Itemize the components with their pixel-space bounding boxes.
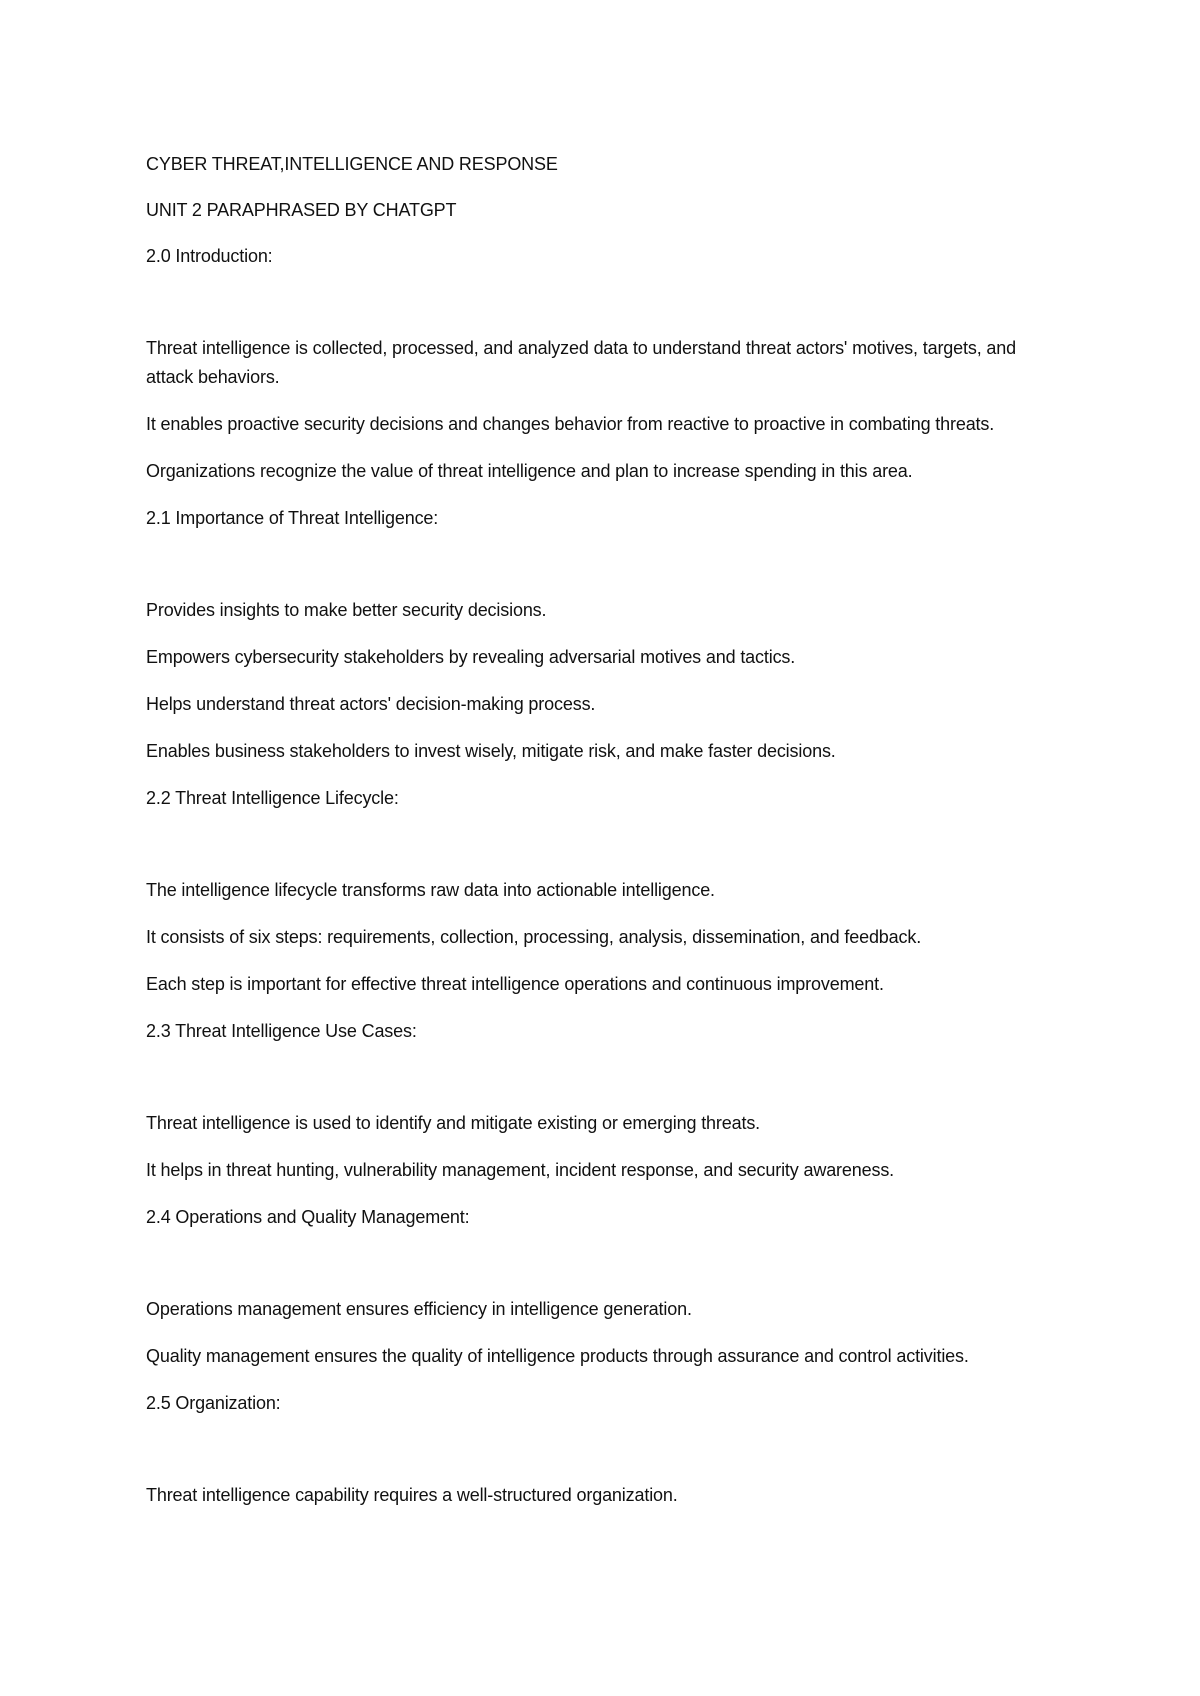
paragraph: Enables business stakeholders to invest wisely, mitigate risk, and make faster decisions. — [146, 741, 836, 761]
paragraph: It consists of six steps: requirements, collection, processing, analysis, dissemination, and feedback. — [146, 927, 922, 947]
paragraph: Operations management ensures efficiency in intelligence generation. — [146, 1299, 692, 1319]
document-subtitle: UNIT 2 PARAPHRASED BY CHATGPT — [146, 200, 457, 220]
section-heading: 2.1 Importance of Threat Intelligence: — [146, 508, 439, 528]
paragraph: It enables proactive security decisions and changes behavior from reactive to proactive in combating threats. — [146, 414, 995, 434]
paragraph: It helps in threat hunting, vulnerability management, incident response, and security awareness. — [146, 1160, 895, 1180]
section-heading: 2.4 Operations and Quality Management: — [146, 1207, 470, 1227]
paragraph: Helps understand threat actors' decision-making process. — [146, 694, 596, 714]
section-heading: 2.2 Threat Intelligence Lifecycle: — [146, 788, 399, 808]
section-introduction — [146, 242, 1066, 486]
paragraph: Quality management ensures the quality of intelligence products through assurance and control activities. — [146, 1346, 969, 1366]
paragraph: Each step is important for effective threat intelligence operations and continuous improvement. — [146, 974, 884, 994]
section-lifecycle — [146, 784, 1066, 999]
paragraph: Threat intelligence is used to identify and mitigate existing or emerging threats. — [146, 1113, 761, 1133]
section-operations-quality — [146, 1203, 1066, 1371]
section-heading: 2.0 Introduction: — [146, 246, 273, 266]
section-organization — [146, 1389, 1066, 1510]
section-use-cases — [146, 1017, 1066, 1185]
document-content — [146, 150, 1066, 1528]
document-title: CYBER THREAT,INTELLIGENCE AND RESPONSE — [146, 154, 558, 174]
paragraph: Threat intelligence capability requires a well-structured organization. — [146, 1485, 678, 1505]
paragraph: Empowers cybersecurity stakeholders by revealing adversarial motives and tactics. — [146, 647, 796, 667]
paragraph: Organizations recognize the value of threat intelligence and plan to increase spending in this area. — [146, 461, 913, 481]
section-heading: 2.5 Organization: — [146, 1393, 281, 1413]
paragraph: The intelligence lifecycle transforms raw data into actionable intelligence. — [146, 880, 715, 900]
section-heading: 2.3 Threat Intelligence Use Cases: — [146, 1021, 417, 1041]
section-importance — [146, 504, 1066, 766]
paragraph: Threat intelligence is collected, processed, and analyzed data to understand threat actors' motives, targets, and attack behaviors. — [146, 338, 1016, 387]
paragraph: Provides insights to make better security decisions. — [146, 600, 547, 620]
